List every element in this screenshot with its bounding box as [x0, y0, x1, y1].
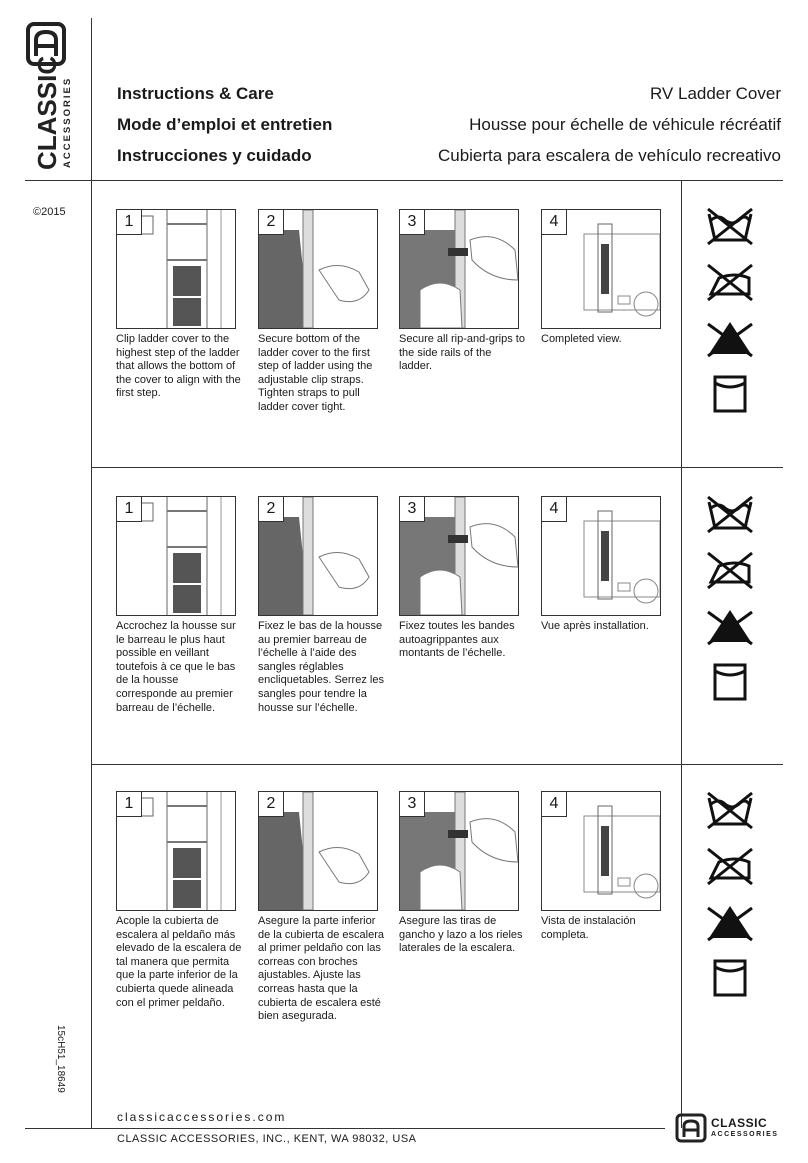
care-symbols: [705, 206, 761, 430]
step-number: 3: [400, 792, 425, 817]
step-number: 4: [542, 497, 567, 522]
document-code: 15cH51_18649: [55, 1025, 66, 1093]
line-dry-icon: [705, 662, 755, 702]
step-text: Asegure las tiras de gancho y lazo a los rieles laterales de la escalera.: [399, 915, 523, 955]
section-rule-2: [91, 764, 783, 765]
step-number: 2: [259, 497, 284, 522]
brand-name: CLASSIC: [32, 55, 62, 170]
step-illustration: [399, 209, 519, 329]
do-not-bleach-icon: [705, 902, 755, 942]
care-column-rule: [681, 180, 682, 1128]
step-text: Secure all rip-and-grips to the side rails of the ladder.: [399, 333, 525, 373]
step-text: Secure bottom of the ladder cover to the first step of ladder using the adjustable clip straps. Tighten straps to pull ladder cover tight.: [258, 333, 373, 413]
do-not-wash-icon: [705, 494, 755, 534]
step-illustration: [541, 496, 661, 616]
footer-rule: [25, 1128, 665, 1129]
step-number: 4: [542, 210, 567, 235]
do-not-iron-icon: [705, 550, 755, 590]
step-text: Asegure la parte inferior de la cubierta de escalera al primer peldaño con las correas con broches ajustables. Ajuste las correas hasta que la cubierta de escalera esté bien asegurada.: [258, 915, 384, 1023]
header-rule: [25, 180, 783, 181]
section-rule-1: [91, 467, 783, 468]
do-not-iron-icon: [705, 262, 755, 302]
footer-brand-sub: ACCESSORIES: [711, 1131, 779, 1138]
do-not-wash-icon: [705, 206, 755, 246]
step-illustration: [258, 496, 378, 616]
care-symbols: [705, 494, 761, 718]
brand-sub: ACCESSORIES: [62, 76, 73, 168]
step-illustration: [399, 791, 519, 911]
step-text: Acople la cubierta de escalera al peldaño más elevado de la escalera de tal manera que permita que la parte inferior de la cubierta quede alineada con el primer peldaño.: [116, 915, 242, 1009]
do-not-bleach-icon: [705, 318, 755, 358]
title-es: Instrucciones y cuidado: [117, 146, 312, 165]
product-fr: Housse pour échelle de véhicule récréatif: [469, 115, 781, 134]
do-not-iron-icon: [705, 846, 755, 886]
step-text: Accrochez la housse sur le barreau le plus haut possible en veillant toutefois à ce que le bas de la housse corresponde au premier barreau de l’échelle.: [116, 620, 236, 714]
step-number: 3: [400, 497, 425, 522]
step-text: Fixez toutes les bandes autoagrippantes aux montants de l’échelle.: [399, 620, 515, 660]
step-number: 1: [117, 497, 142, 522]
line-dry-icon: [705, 374, 755, 414]
step-number: 1: [117, 210, 142, 235]
product-en: RV Ladder Cover: [649, 84, 781, 103]
step-number: 3: [400, 210, 425, 235]
step-illustration: [258, 791, 378, 911]
step-text: Fixez le bas de la housse au premier barreau de l’échelle à l’aide des sangles réglables encliquetables. Serrez les sangles pour tendre la housse sur l’échelle.: [258, 620, 384, 714]
step-text: Completed view.: [541, 333, 622, 345]
step-text: Vista de instalación completa.: [541, 915, 636, 941]
step-illustration: [541, 791, 661, 911]
step-illustration: [541, 209, 661, 329]
step-illustration: [116, 496, 236, 616]
title-fr: Mode d’emploi et entretien: [117, 115, 333, 134]
step-number: 4: [542, 792, 567, 817]
brand-logo-vertical: [4, 20, 90, 170]
care-symbols: [705, 790, 761, 1014]
left-margin-rule: [91, 18, 92, 1128]
step-illustration: [399, 496, 519, 616]
do-not-wash-icon: [705, 790, 755, 830]
brand-logo-footer: [675, 1113, 785, 1143]
step-number: 2: [259, 792, 284, 817]
step-number: 2: [259, 210, 284, 235]
company-address: CLASSIC ACCESSORIES, INC., KENT, WA 98032, USA: [117, 1133, 417, 1145]
step-illustration: [116, 791, 236, 911]
step-text: Clip ladder cover to the highest step of the ladder that allows the bottom of the cover to align with the first step.: [116, 333, 241, 400]
line-dry-icon: [705, 958, 755, 998]
footer-brand-name: CLASSIC: [711, 1116, 768, 1130]
step-number: 1: [117, 792, 142, 817]
step-illustration: [116, 209, 236, 329]
step-text: Vue après installation.: [541, 620, 649, 632]
copyright: ©2015: [33, 206, 66, 218]
website-url[interactable]: classicaccessories.com: [117, 1110, 287, 1124]
product-es: Cubierta para escalera de vehículo recreativo: [437, 146, 781, 165]
title-en: Instructions & Care: [117, 84, 274, 103]
step-illustration: [258, 209, 378, 329]
do-not-bleach-icon: [705, 606, 755, 646]
